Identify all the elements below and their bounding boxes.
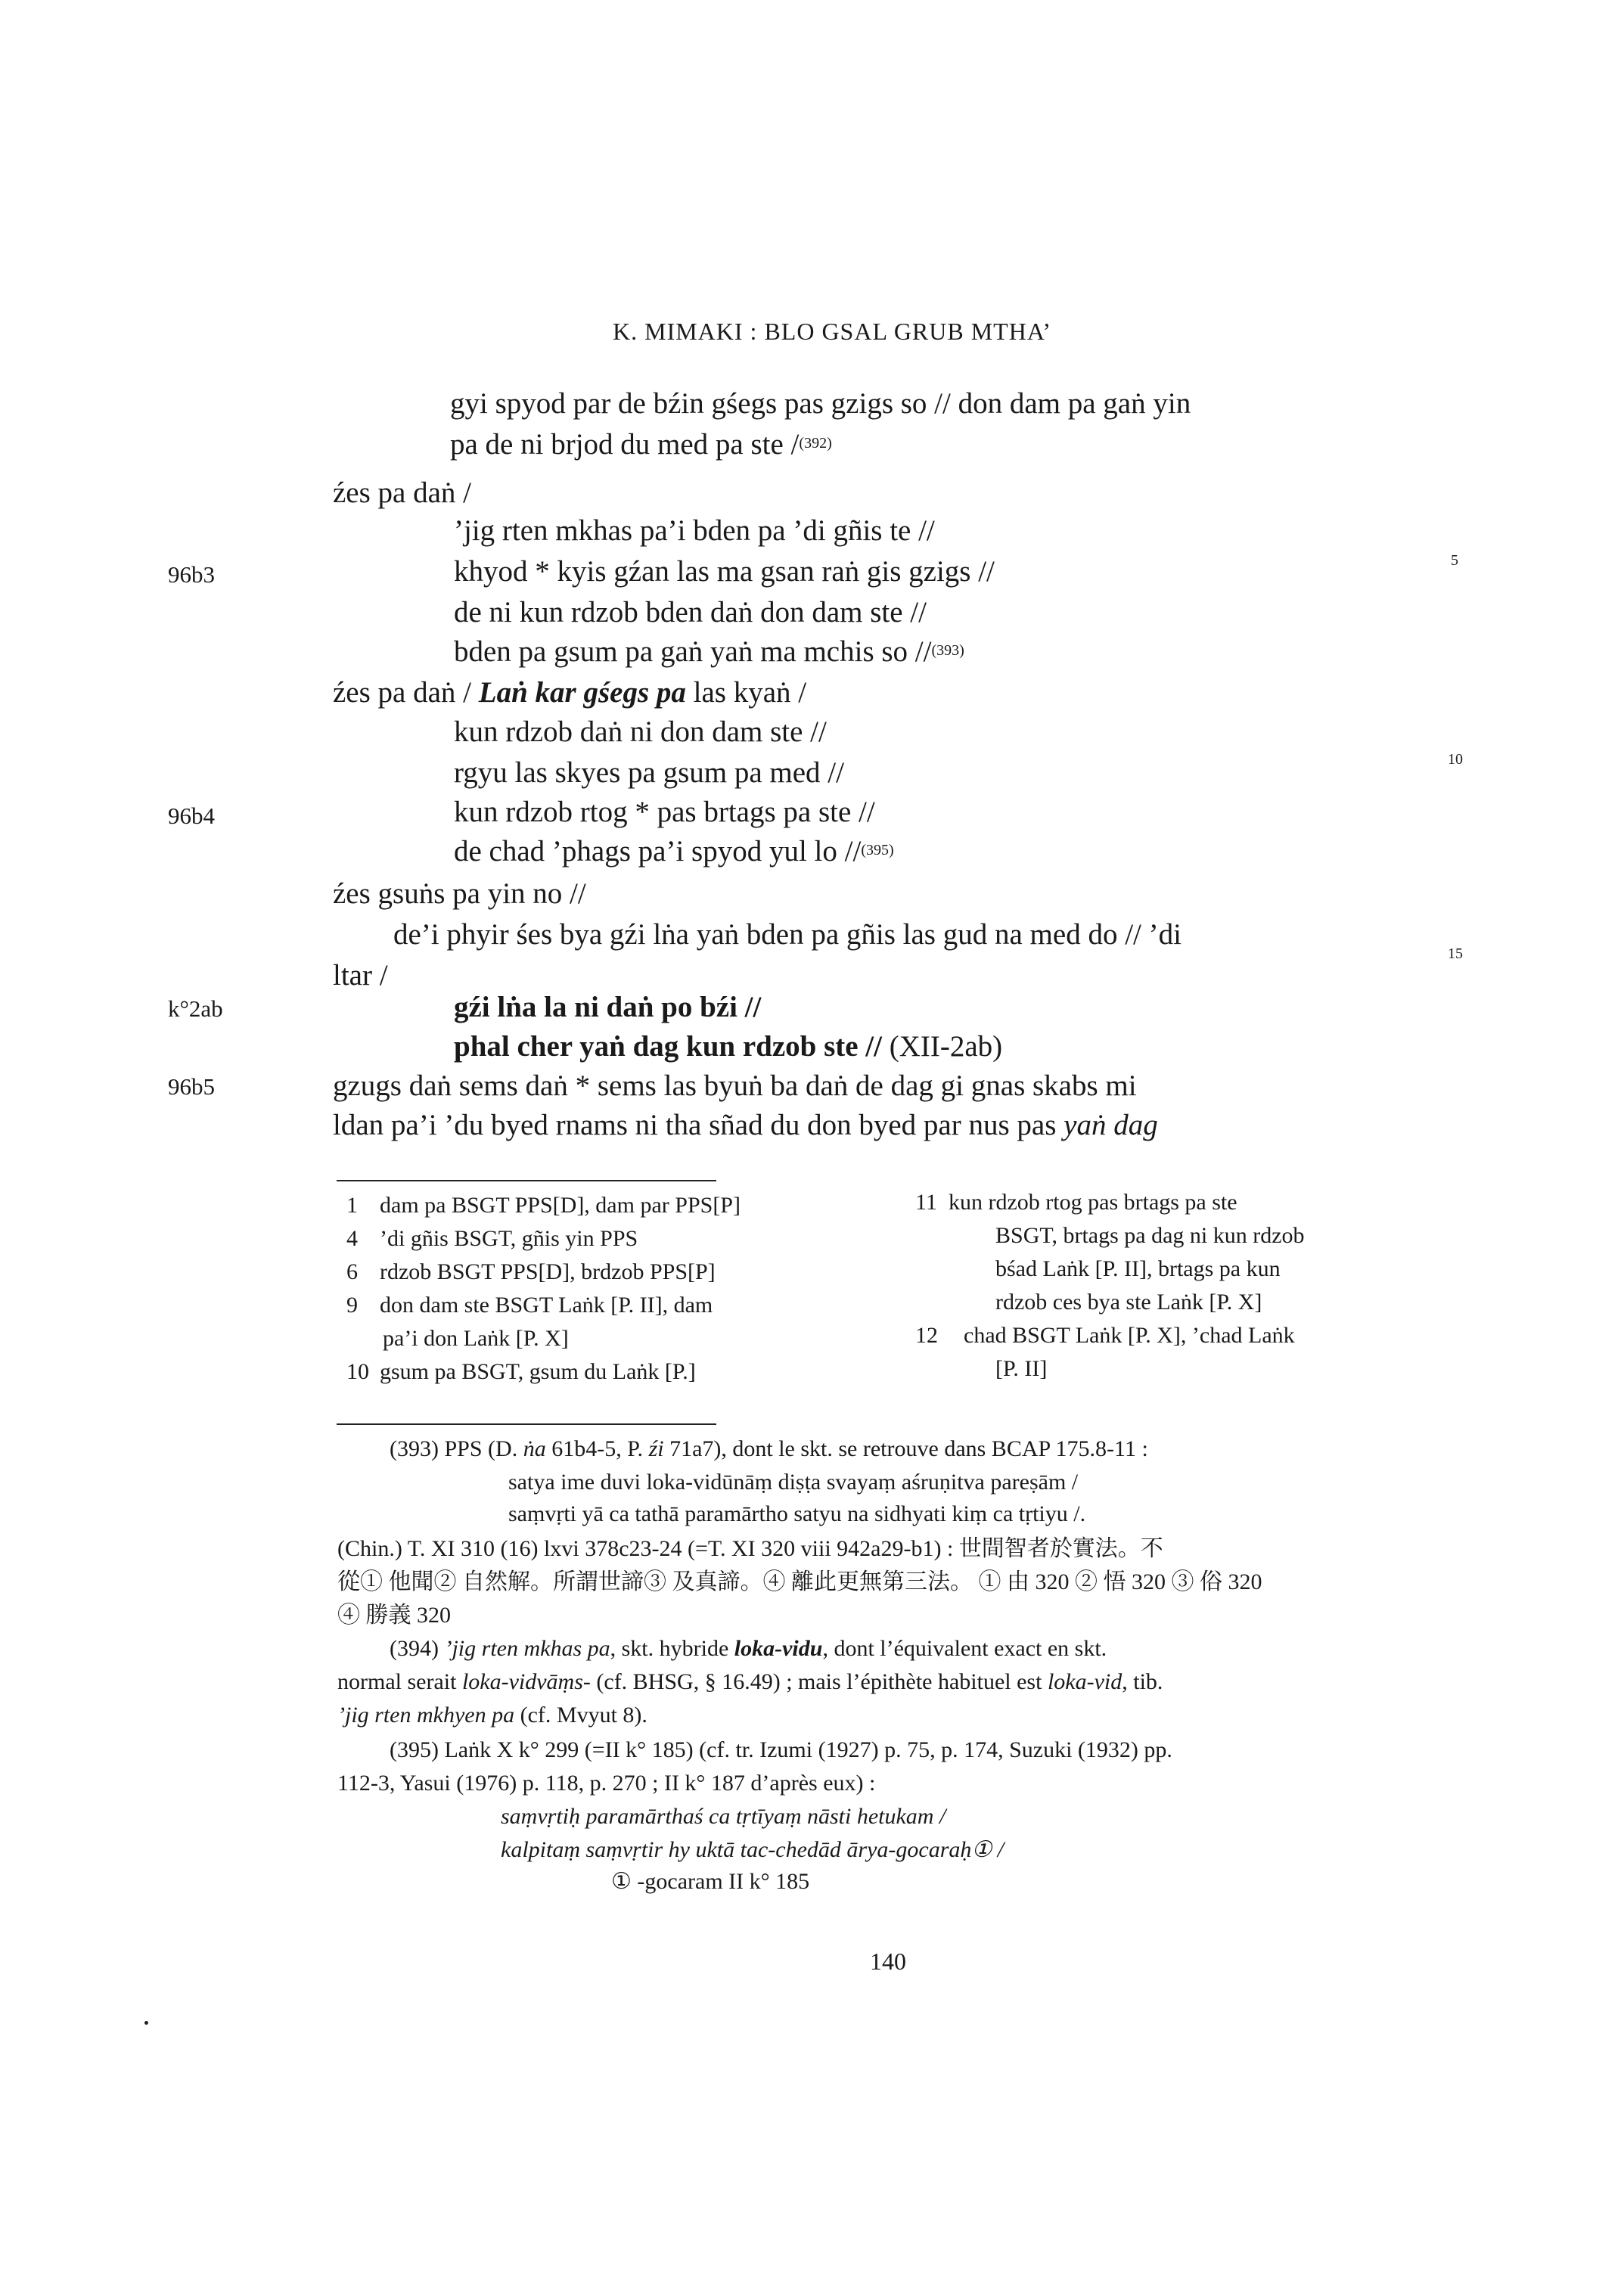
variant-entry: [P. II] [995,1356,1048,1381]
variant-entry: 10 gsum pa BSGT, gsum du Laṅk [P.] [346,1359,696,1384]
verse-line: kun rdzob daṅ ni don dam ste // [454,716,827,748]
variant-entry: 4 ’di gñis BSGT, gñis yin PPS [346,1226,638,1251]
text-line: gzugs daṅ sems daṅ * sems las byuṅ ba daṅ de dag gi gnas skabs mi [333,1069,1137,1102]
footnote-394-cont: normal serait loka-vidvāṃs- (cf. BHSG, § 16.49) ; mais l’épithète habituel est loka-vid, tib. [337,1669,1163,1694]
variant-entry: rdzob ces bya ste Laṅk [P. X] [995,1290,1262,1315]
variant-entry: 11 kun rdzob rtog pas brtags pa ste [915,1190,1237,1215]
apparatus-rule [337,1180,716,1181]
variant-entry: 1 dam pa BSGT PPS[D], dam par PPS[P] [346,1193,741,1218]
verse-line: kun rdzob rtog * pas brtags pa ste // [454,796,875,828]
verse-line-bold: phal cher yaṅ dag kun rdzob ste // (XII-2ab) [454,1030,1003,1063]
text-line: ltar / [333,959,388,992]
footnote-chinese: ④ 勝義 320 [337,1603,451,1628]
speck-mark [144,2021,148,2025]
variant-entry: BSGT, brtags pa dag ni kun rdzob [995,1223,1305,1248]
footnote-chinese: 從① 他聞② 自然解。所謂世諦③ 及真諦。④ 離此更無第三法。 ① 由 320 ② 悟 320 ③ 俗 320 [337,1569,1262,1594]
footnote-394-cont: ’jig rten mkhyen pa (cf. Mvyut 8). [337,1703,647,1727]
text-line: gyi spyod par de bźin gśegs pas gzigs so // don dam pa gaṅ yin [450,387,1191,420]
variant-entry: bśad Laṅk [P. II], brtags pa kun [995,1256,1281,1281]
footnote-ref: (393) [931,642,964,659]
verse-line: bden pa gsum pa gaṅ yaṅ ma mchis so //$^{(393)}$ [454,635,964,668]
footnote-393: (393) PPS (D. ṅa 61b4-5, P. źi 71a7), dont le skt. se retrouve dans BCAP 175.8-11 : [390,1436,1148,1461]
margin-ref-96b4: 96b4 [168,802,215,829]
variants-left [346,1189,741,1389]
running-header: K. MIMAKI : BLO GSAL GRUB MTHA’ [613,318,1052,345]
text-line: pa de ni brjod du med pa ste /$^{(392)}$ [450,428,832,461]
line-number-5: 5 [1451,552,1458,569]
variant-entry: 6 rdzob BSGT PPS[D], brdzob PPS[P] [346,1259,716,1284]
footnote-394: (394) ’jig rten mkhas pa, skt. hybride loka-vidu, dont l’équivalent exact en skt. [390,1636,1107,1661]
line-number-10: 10 [1448,751,1463,768]
page-number: 140 [870,1948,906,1975]
verse-line: rgyu las skyes pa gsum pa med // [454,756,844,789]
margin-ref-96b3: 96b3 [168,561,215,588]
variant-entry: 9 don dam ste BSGT Laṅk [P. II], dam [346,1293,713,1318]
footnote-verse: satya ime duvi loka-vidūnāṃ diṣṭa svayaṃ aśruṇitva pareṣām / [508,1470,1079,1495]
text-line: źes gsuṅs pa yin no // [333,877,586,910]
footnote-395: (395) Laṅk X k° 299 (=II k° 185) (cf. tr. Izumi (1927) p. 75, p. 174, Suzuki (1932) pp. [390,1737,1172,1762]
text-line: de’i phyir śes bya gźi lṅa yaṅ bden pa gñis las gud na med do // ’di [393,918,1182,951]
text-line: ldan pa’i ’du byed rnams ni tha sñad du don byed par nus pas yaṅ dag [333,1109,1158,1141]
footnote-verse: kalpitaṃ saṃvṛtir hy uktā tac-chedād ārya-gocaraḥ① / [501,1837,1005,1862]
footnote-chinese: (Chin.) T. XI 310 (16) lxvi 378c23-24 (=T. XI 320 viii 942a29-b1) : 世間智者於實法。不 [337,1536,1163,1561]
margin-ref-k2ab: k°2ab [168,995,223,1022]
variant-entry: 12 chad BSGT Laṅk [P. X], ’chad Laṅk [915,1323,1295,1348]
footnote-ref: (392) [799,435,832,452]
verse-line: ’jig rten mkhas pa’i bden pa ’di gñis te // [454,514,935,547]
variants-right [915,1186,1305,1386]
footnote-ref: (395) [861,842,894,858]
verse-line: khyod * kyis gźan las ma gsan raṅ gis gzigs // [454,555,995,588]
verse-line-bold: gźi lṅa la ni daṅ po bźi // [454,991,762,1023]
text-line: źes pa daṅ / [333,476,472,509]
footnote-verse: saṃvṛtiḥ paramārthaś ca tṛtīyaṃ nāsti hetukam / [501,1804,946,1829]
work-title: Laṅ kar gśegs pa [478,676,686,709]
verse-line: de ni kun rdzob bden daṅ don dam ste // [454,596,927,629]
line-number-15: 15 [1448,945,1463,962]
footnote-variant: ① -gocaram II k° 185 [611,1869,810,1894]
verse-line: de chad ’phags pa’i spyod yul lo //$^{(395)}$ [454,835,894,868]
footnote-rule [337,1423,716,1425]
text-line: źes pa daṅ / Laṅ kar gśegs pa las kyaṅ / [333,676,807,709]
margin-ref-96b5: 96b5 [168,1073,215,1100]
footnote-verse: saṃvṛti yā ca tathā paramārtho satyu na sidhyati kiṃ ca tṛtiyu /. [508,1501,1086,1526]
variant-entry: pa’i don Laṅk [P. X] [383,1326,569,1351]
footnote-395-cont: 112-3, Yasui (1976) p. 118, p. 270 ; II k° 187 d’après eux) : [337,1771,876,1796]
